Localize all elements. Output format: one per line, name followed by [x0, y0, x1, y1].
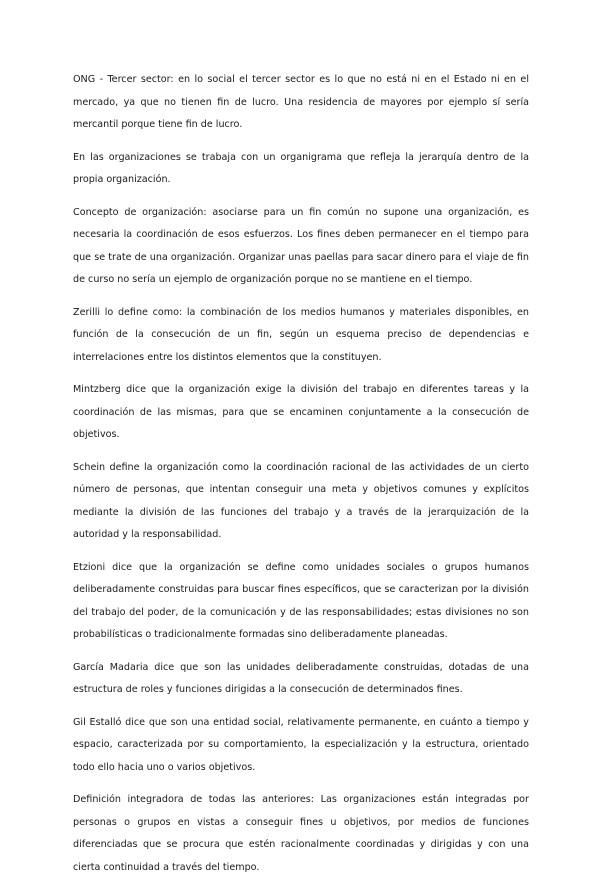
paragraph-concepto: Concepto de organización: asociarse para un fin común no supone una organización, es necesaria la coordinación de esos esfuerzos. Los fines deben permanecer en el tiempo para que se trate de una organización. Organizar unas paellas para sacar dinero para el viaje de fin de curso no sería un ejemplo de organización porque no se mantiene en el tiempo. [73, 206, 529, 285]
paragraph-garcia-madaria: García Madaria dice que son las unidades deliberadamente construidas, dotadas de una estructura de roles y funciones dirigidas a la consecución de determinados fines. [73, 661, 529, 695]
paragraph-definicion-integradora: Definición integradora de todas las anteriores: Las organizaciones están integradas por personas o grupos en vistas a conseguir fines u objetivos, por medios de funciones diferenciadas que se procura que estén racionalmente coordinadas y dirigidas y con una cierta continuidad a través del tiempo. [73, 794, 529, 873]
paragraph-mintzberg: Mintzberg dice que la organización exige la división del trabajo en diferentes tareas y la coordinación de las mismas, para que se encaminen conjuntamente a la consecución de objetivos. [73, 384, 529, 440]
paragraph-gil-estallo: Gil Estalló dice que son una entidad social, relativamente permanente, en cuánto a tiempo y espacio, caracterizada por su comportamiento, la especialización y la estructura, orientado todo ello hacia uno o varios objetivos. [73, 716, 529, 773]
paragraph-zerilli: Zerilli lo define como: la combinación de los medios humanos y materiales disponibles, en función de la consecución de un fin, según un esquema preciso de dependencias e interrelaciones entre los distintos elementos que la constituyen. [73, 306, 529, 363]
document-page [73, 69, 529, 889]
paragraph-ong: ONG - Tercer sector: en lo social el tercer sector es lo que no está ni en el Estado ni en el mercado, ya que no tienen fin de lucro. Una residencia de mayores por ejemplo sí sería mercantil porque tiene fin de lucro. [73, 74, 529, 130]
paragraph-organigrama: En las organizaciones se trabaja con un organigrama que refleja la jerarquía dentro de la propia organización. [73, 151, 529, 185]
paragraph-schein: Schein define la organización como la coordinación racional de las actividades de un cierto número de personas, que intentan conseguir una meta y objetivos comunes y explícitos mediante la división de las funciones del trabajo y a través de la jerarquización de la autoridad y la responsabilidad. [73, 461, 529, 540]
paragraph-etzioni: Etzioni dice que la organización se define como unidades sociales o grupos humanos deliberadamente construidas para buscar fines específicos, que se caracterizan por la división del trabajo del poder, de la comunicación y de las responsabilidades; estas divisiones no son probabilísticas o tradicionalmente formadas sino deliberadamente planeadas. [73, 561, 529, 640]
